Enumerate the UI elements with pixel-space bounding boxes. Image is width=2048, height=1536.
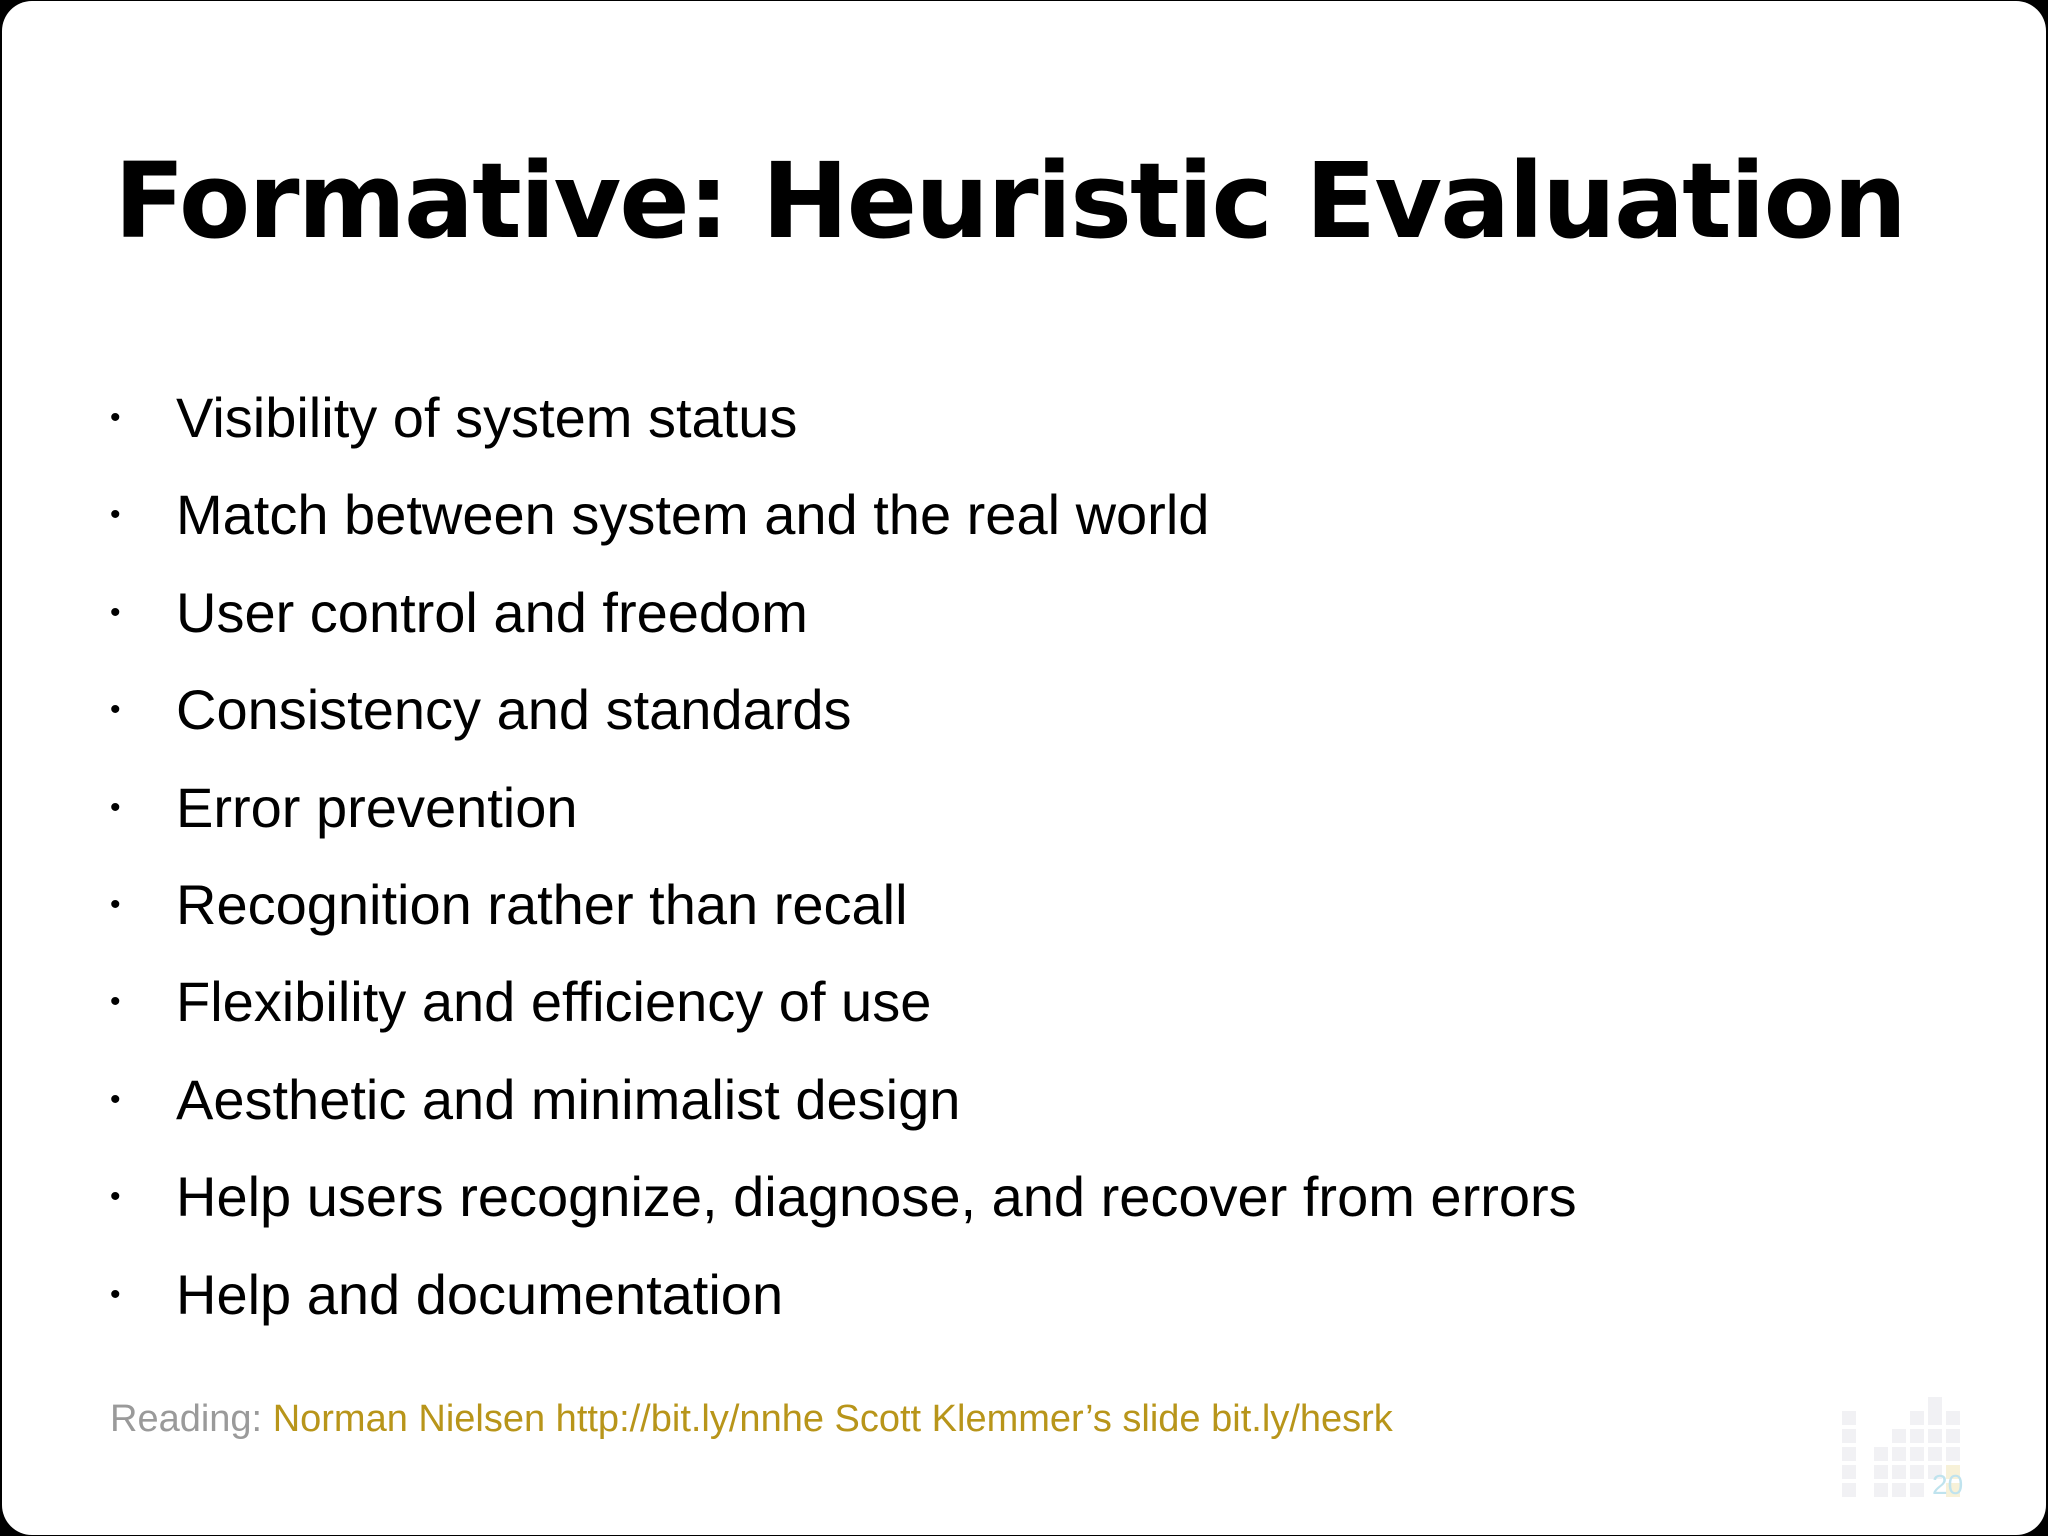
slide: [2, 1, 2046, 1535]
bullet-icon: •: [110, 887, 121, 921]
bullet-text: Consistency and standards: [176, 678, 852, 742]
bullet-text: Aesthetic and minimalist design: [176, 1067, 961, 1131]
bullet-text: User control and freedom: [176, 580, 808, 644]
bullet-icon: •: [110, 1277, 121, 1311]
bullet-text: Match between system and the real world: [176, 483, 1210, 547]
bullet-text: Recognition rather than recall: [176, 872, 908, 936]
reading-links[interactable]: Norman Nielsen http://bit.ly/nnhe Scott Klemmer’s slide bit.ly/hesrk: [272, 1398, 1393, 1440]
reading-footer: [110, 1391, 1393, 1447]
bullet-icon: •: [110, 1082, 121, 1116]
bullet-text: Visibility of system status: [176, 386, 798, 449]
slide-title: Formative: Heuristic Evaluation: [114, 140, 1906, 262]
reading-label: Reading:: [110, 1398, 263, 1440]
bullet-icon: •: [110, 693, 121, 727]
page-number: 20: [1932, 1469, 1964, 1500]
bullet-text: Help users recognize, diagnose, and recover from errors: [176, 1165, 1577, 1229]
bullet-icon: •: [110, 498, 121, 532]
bullet-icon: •: [110, 790, 121, 824]
bullet-text: Flexibility and efficiency of use: [176, 970, 932, 1034]
bullet-icon: •: [110, 1180, 121, 1214]
bullet-icon: •: [110, 595, 121, 629]
bullet-icon: •: [110, 401, 121, 434]
bullet-icon: •: [110, 985, 121, 1019]
bullet-text: Error prevention: [176, 775, 578, 839]
bullet-text: Help and documentation: [176, 1262, 784, 1326]
